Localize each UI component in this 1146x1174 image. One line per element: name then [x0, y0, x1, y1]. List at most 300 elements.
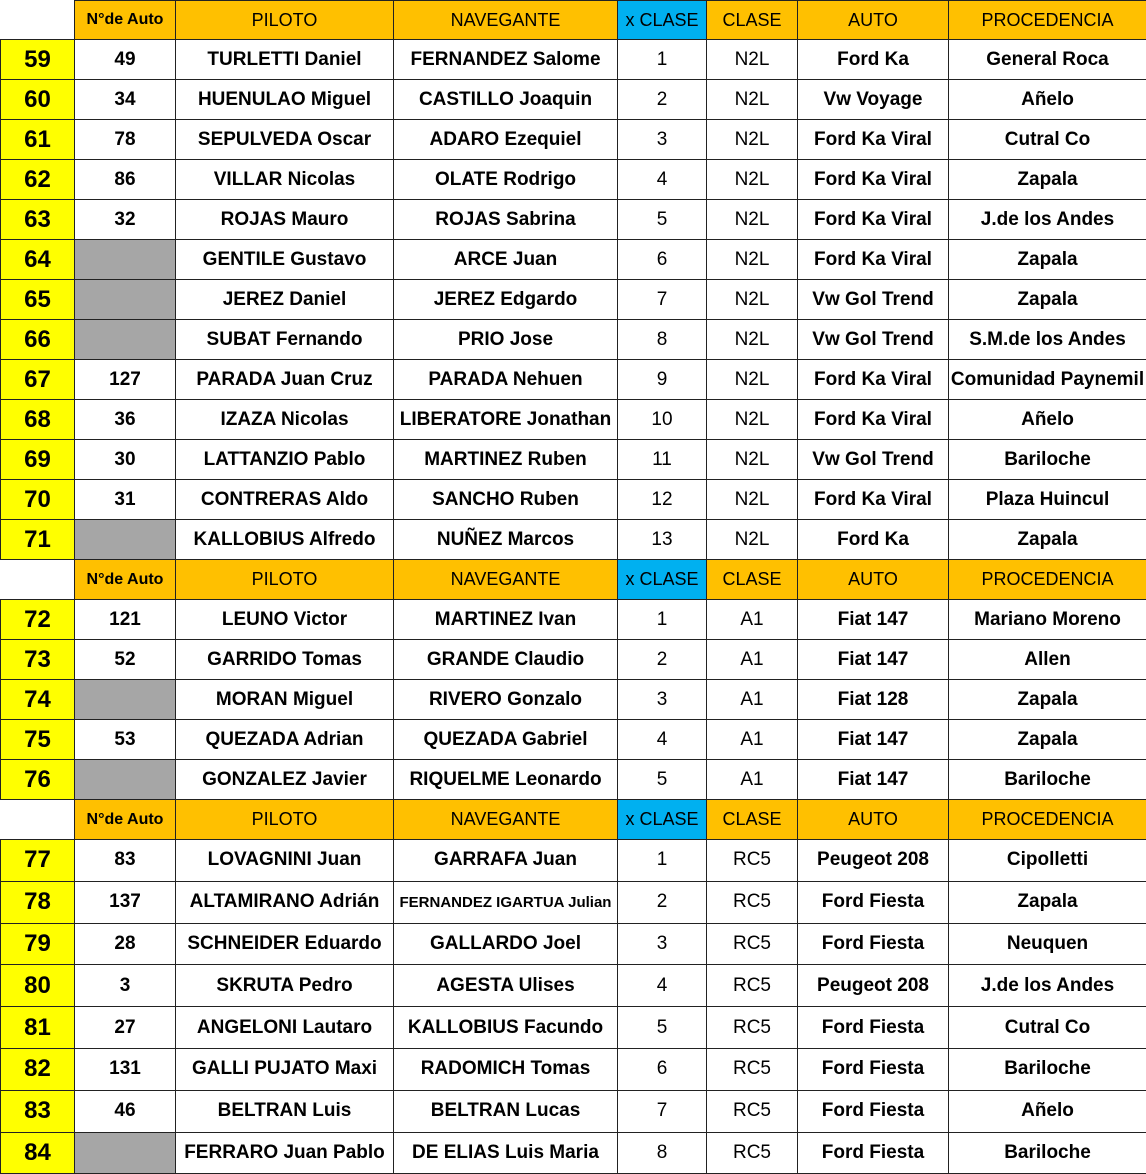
auto-model-cell: Ford Ka Viral: [798, 400, 949, 440]
row-number: 81: [1, 1007, 75, 1049]
header-procedencia: PROCEDENCIA: [949, 1, 1146, 40]
piloto-cell: [176, 881, 394, 923]
navegante-first-name: Ivan: [538, 608, 577, 630]
navegante-surname: AGESTA: [436, 974, 514, 996]
piloto-first-name: Juan: [317, 849, 362, 871]
auto-number-cell: [75, 280, 176, 320]
clase-cell: N2L: [707, 400, 798, 440]
auto-number-cell: 49: [75, 40, 176, 80]
header-procedencia: PROCEDENCIA: [949, 560, 1146, 600]
navegante-first-name: Leonardo: [515, 768, 602, 790]
navegante-surname: GARRAFA: [434, 849, 528, 871]
piloto-cell: [176, 280, 394, 320]
navegante-surname: BELTRAN: [430, 1100, 521, 1122]
auto-model-cell: Ford Fiesta: [798, 881, 949, 923]
table-row: [1, 440, 1146, 480]
piloto-surname: CONTRERAS: [200, 488, 322, 510]
row-number: 59: [1, 40, 75, 80]
navegante-cell: [394, 400, 618, 440]
navegante-surname: KALLOBIUS: [407, 1016, 519, 1038]
piloto-cell: [176, 440, 394, 480]
navegante-cell: [394, 680, 618, 720]
navegante-first-name: Luis Maria: [504, 1141, 599, 1163]
table-row: [1, 1090, 1146, 1132]
navegante-cell: [394, 40, 618, 80]
table-row: [1, 80, 1146, 120]
piloto-surname: JEREZ: [222, 288, 284, 310]
header-procedencia: PROCEDENCIA: [949, 800, 1146, 840]
table-row: [1, 1132, 1146, 1174]
table-row: [1, 720, 1146, 760]
navegante-surname: OLATE: [434, 168, 498, 190]
header-piloto: PILOTO: [176, 1, 394, 40]
navegante-surname: NUÑEZ: [436, 528, 503, 550]
piloto-cell: [176, 1090, 394, 1132]
header-auto: AUTO: [798, 1, 949, 40]
piloto-surname: SKRUTA: [216, 974, 294, 996]
auto-number-cell: 137: [75, 881, 176, 923]
x-clase-cell: 5: [618, 760, 707, 800]
row-number: 69: [1, 440, 75, 480]
navegante-cell: [394, 760, 618, 800]
clase-cell: N2L: [707, 80, 798, 120]
header-x-clase: x CLASE: [618, 1, 707, 40]
piloto-first-name: Eduardo: [304, 932, 382, 954]
piloto-surname: GARRIDO: [207, 648, 297, 670]
clase-cell: N2L: [707, 520, 798, 560]
auto-number-cell: 127: [75, 360, 176, 400]
piloto-first-name: Juan Pablo: [283, 1141, 385, 1163]
header-blank-cell: [1, 800, 75, 840]
row-number: 64: [1, 240, 75, 280]
x-clase-cell: 5: [618, 1007, 707, 1049]
auto-model-cell: Vw Gol Trend: [798, 280, 949, 320]
piloto-surname: ROJAS: [220, 208, 287, 230]
piloto-first-name: Adrian: [303, 728, 364, 750]
piloto-first-name: Miguel: [310, 88, 372, 110]
auto-model-cell: Ford Fiesta: [798, 1007, 949, 1049]
navegante-first-name: Jose: [509, 328, 554, 350]
header-x-clase: x CLASE: [618, 560, 707, 600]
piloto-cell: [176, 1007, 394, 1049]
procedencia-cell: J.de los Andes: [949, 200, 1146, 240]
table-row: [1, 840, 1146, 882]
navegante-surname: SANCHO: [432, 488, 515, 510]
piloto-cell: [176, 1048, 394, 1090]
table-row: [1, 320, 1146, 360]
row-number: 80: [1, 965, 75, 1007]
x-clase-cell: 4: [618, 965, 707, 1007]
navegante-surname: MARTINEZ: [434, 608, 533, 630]
x-clase-cell: 1: [618, 40, 707, 80]
row-number: 62: [1, 160, 75, 200]
piloto-surname: SUBAT: [206, 328, 271, 350]
header-blank-cell: [1, 560, 75, 600]
auto-number-cell: 53: [75, 720, 176, 760]
auto-number-cell: [75, 520, 176, 560]
navegante-surname: GRANDE: [426, 648, 510, 670]
procedencia-cell: General Roca: [949, 40, 1146, 80]
piloto-surname: ANGELONI: [196, 1016, 298, 1038]
piloto-surname: SEPULVEDA: [197, 128, 312, 150]
navegante-surname: PRIO: [457, 328, 505, 350]
row-number: 74: [1, 680, 75, 720]
auto-model-cell: Ford Ka Viral: [798, 360, 949, 400]
piloto-first-name: Oscar: [317, 128, 372, 150]
piloto-cell: [176, 600, 394, 640]
results-table-body: [1, 1, 1146, 1174]
auto-model-cell: Fiat 128: [798, 680, 949, 720]
clase-cell: N2L: [707, 440, 798, 480]
row-number: 65: [1, 280, 75, 320]
piloto-surname: GALLI PUJATO: [191, 1058, 330, 1080]
procedencia-cell: Zapala: [949, 881, 1146, 923]
table-row: [1, 160, 1146, 200]
navegante-cell: [394, 923, 618, 965]
procedencia-cell: Cipolletti: [949, 840, 1146, 882]
navegante-cell: [394, 320, 618, 360]
piloto-first-name: Lautaro: [302, 1016, 373, 1038]
piloto-surname: QUEZADA: [205, 728, 299, 750]
procedencia-cell: Bariloche: [949, 760, 1146, 800]
header-blank-cell: [1, 1, 75, 40]
piloto-cell: [176, 200, 394, 240]
piloto-cell: [176, 400, 394, 440]
auto-model-cell: Vw Gol Trend: [798, 320, 949, 360]
table-row: [1, 200, 1146, 240]
piloto-cell: [176, 120, 394, 160]
piloto-surname: FERRARO: [184, 1141, 279, 1163]
navegante-cell: [394, 600, 618, 640]
navegante-surname: LIBERATORE: [399, 408, 522, 430]
piloto-surname: BELTRAN: [217, 1100, 307, 1122]
piloto-surname: TURLETTI: [207, 48, 300, 70]
auto-number-cell: 31: [75, 480, 176, 520]
auto-number-cell: 27: [75, 1007, 176, 1049]
x-clase-cell: 6: [618, 240, 707, 280]
piloto-cell: [176, 760, 394, 800]
row-number: 77: [1, 840, 75, 882]
piloto-surname: GENTILE: [202, 248, 286, 270]
navegante-cell: [394, 160, 618, 200]
x-clase-cell: 9: [618, 360, 707, 400]
navegante-first-name: Gabriel: [522, 728, 588, 750]
piloto-cell: [176, 480, 394, 520]
piloto-cell: [176, 160, 394, 200]
table-row: [1, 40, 1146, 80]
piloto-cell: [176, 640, 394, 680]
header-row: [1, 1, 1146, 40]
header-auto: AUTO: [798, 560, 949, 600]
piloto-cell: [176, 840, 394, 882]
row-number: 67: [1, 360, 75, 400]
navegante-surname: DE ELIAS: [412, 1141, 500, 1163]
procedencia-cell: Bariloche: [949, 440, 1146, 480]
navegante-first-name: Rodrigo: [503, 168, 577, 190]
table-row: [1, 400, 1146, 440]
row-number: 68: [1, 400, 75, 440]
auto-number-cell: 131: [75, 1048, 176, 1090]
row-number: 79: [1, 923, 75, 965]
row-number: 70: [1, 480, 75, 520]
x-clase-cell: 2: [618, 640, 707, 680]
row-number: 82: [1, 1048, 75, 1090]
navegante-cell: [394, 120, 618, 160]
procedencia-cell: Zapala: [949, 240, 1146, 280]
procedencia-cell: Zapala: [949, 720, 1146, 760]
piloto-first-name: Maxi: [334, 1058, 378, 1080]
header-row: [1, 560, 1146, 600]
navegante-first-name: Ulises: [518, 974, 575, 996]
piloto-surname: IZAZA: [220, 408, 276, 430]
piloto-surname: PARADA: [196, 368, 276, 390]
x-clase-cell: 3: [618, 680, 707, 720]
header-navegante: NAVEGANTE: [394, 560, 618, 600]
procedencia-cell: Bariloche: [949, 1048, 1146, 1090]
auto-model-cell: Ford Ka Viral: [798, 160, 949, 200]
header-n-auto: N°de Auto: [75, 1, 176, 40]
auto-model-cell: Fiat 147: [798, 600, 949, 640]
procedencia-cell: Zapala: [949, 680, 1146, 720]
clase-cell: N2L: [707, 240, 798, 280]
table-row: [1, 760, 1146, 800]
piloto-surname: VILLAR: [213, 168, 283, 190]
navegante-cell: [394, 640, 618, 680]
table-row: [1, 881, 1146, 923]
auto-model-cell: Fiat 147: [798, 760, 949, 800]
auto-number-cell: [75, 1132, 176, 1174]
navegante-surname: MARTINEZ: [424, 448, 523, 470]
auto-model-cell: Ford Fiesta: [798, 1132, 949, 1174]
piloto-cell: [176, 923, 394, 965]
procedencia-cell: Mariano Moreno: [949, 600, 1146, 640]
navegante-cell: [394, 520, 618, 560]
auto-model-cell: Vw Gol Trend: [798, 440, 949, 480]
piloto-first-name: Mauro: [291, 208, 349, 230]
header-piloto: PILOTO: [176, 800, 394, 840]
auto-number-cell: 78: [75, 120, 176, 160]
x-clase-cell: 5: [618, 200, 707, 240]
x-clase-cell: 7: [618, 280, 707, 320]
piloto-first-name: Juan Cruz: [280, 368, 373, 390]
navegante-cell: [394, 1090, 618, 1132]
table-row: [1, 680, 1146, 720]
navegante-surname: FERNANDEZ IGARTUA: [399, 893, 564, 911]
auto-model-cell: Ford Fiesta: [798, 1090, 949, 1132]
table-row: [1, 280, 1146, 320]
procedencia-cell: Zapala: [949, 160, 1146, 200]
piloto-first-name: Adrián: [319, 891, 380, 913]
auto-model-cell: Ford Ka: [798, 520, 949, 560]
navegante-surname: ADARO: [429, 128, 500, 150]
procedencia-cell: Zapala: [949, 520, 1146, 560]
x-clase-cell: 1: [618, 600, 707, 640]
table-row: [1, 640, 1146, 680]
piloto-surname: GONZALEZ: [202, 768, 307, 790]
navegante-surname: ARCE: [453, 248, 508, 270]
piloto-cell: [176, 320, 394, 360]
row-number: 78: [1, 881, 75, 923]
auto-model-cell: Ford Ka Viral: [798, 200, 949, 240]
piloto-first-name: Aldo: [325, 488, 369, 510]
procedencia-cell: Zapala: [949, 280, 1146, 320]
clase-cell: N2L: [707, 320, 798, 360]
piloto-first-name: Miguel: [292, 688, 354, 710]
auto-model-cell: Ford Ka: [798, 40, 949, 80]
header-clase: CLASE: [707, 800, 798, 840]
x-clase-cell: 3: [618, 120, 707, 160]
navegante-first-name: Tomas: [530, 1058, 591, 1080]
navegante-cell: [394, 881, 618, 923]
piloto-surname: ALTAMIRANO: [189, 891, 315, 913]
navegante-surname: FERNANDEZ: [410, 48, 528, 70]
clase-cell: RC5: [707, 840, 798, 882]
navegante-surname: QUEZADA: [423, 728, 517, 750]
navegante-surname: JEREZ: [433, 288, 495, 310]
navegante-cell: [394, 840, 618, 882]
procedencia-cell: S.M.de los Andes: [949, 320, 1146, 360]
auto-number-cell: [75, 680, 176, 720]
auto-number-cell: 46: [75, 1090, 176, 1132]
clase-cell: N2L: [707, 200, 798, 240]
procedencia-cell: Añelo: [949, 1090, 1146, 1132]
procedencia-cell: Neuquen: [949, 923, 1146, 965]
procedencia-cell: J.de los Andes: [949, 965, 1146, 1007]
navegante-first-name: Joaquin: [519, 88, 593, 110]
navegante-cell: [394, 280, 618, 320]
auto-number-cell: 121: [75, 600, 176, 640]
x-clase-cell: 6: [618, 1048, 707, 1090]
navegante-first-name: Ruben: [519, 488, 579, 510]
piloto-first-name: Pedro: [298, 974, 353, 996]
auto-model-cell: Ford Ka Viral: [798, 120, 949, 160]
row-number: 83: [1, 1090, 75, 1132]
navegante-first-name: Claudio: [514, 648, 585, 670]
clase-cell: A1: [707, 720, 798, 760]
header-n-auto: N°de Auto: [75, 800, 176, 840]
piloto-cell: [176, 360, 394, 400]
header-clase: CLASE: [707, 1, 798, 40]
clase-cell: N2L: [707, 160, 798, 200]
procedencia-cell: Plaza Huincul: [949, 480, 1146, 520]
auto-model-cell: Fiat 147: [798, 720, 949, 760]
piloto-cell: [176, 520, 394, 560]
row-number: 75: [1, 720, 75, 760]
row-number: 63: [1, 200, 75, 240]
navegante-first-name: Gonzalo: [507, 688, 583, 710]
navegante-cell: [394, 200, 618, 240]
header-n-auto: N°de Auto: [75, 560, 176, 600]
clase-cell: RC5: [707, 1048, 798, 1090]
clase-cell: A1: [707, 680, 798, 720]
x-clase-cell: 1: [618, 840, 707, 882]
navegante-cell: [394, 1132, 618, 1174]
auto-number-cell: [75, 320, 176, 360]
piloto-first-name: Victor: [293, 608, 348, 630]
procedencia-cell: Allen: [949, 640, 1146, 680]
navegante-first-name: Joel: [542, 932, 581, 954]
piloto-surname: LEUNO: [221, 608, 289, 630]
clase-cell: N2L: [707, 280, 798, 320]
piloto-first-name: Gustavo: [290, 248, 367, 270]
auto-number-cell: 36: [75, 400, 176, 440]
row-number: 61: [1, 120, 75, 160]
navegante-first-name: Jonathan: [526, 408, 612, 430]
x-clase-cell: 10: [618, 400, 707, 440]
x-clase-cell: 13: [618, 520, 707, 560]
header-navegante: NAVEGANTE: [394, 800, 618, 840]
auto-number-cell: 86: [75, 160, 176, 200]
row-number: 72: [1, 600, 75, 640]
navegante-first-name: Facundo: [523, 1016, 604, 1038]
navegante-cell: [394, 440, 618, 480]
auto-model-cell: Peugeot 208: [798, 965, 949, 1007]
auto-number-cell: 3: [75, 965, 176, 1007]
piloto-surname: MORAN: [215, 688, 288, 710]
navegante-first-name: Marcos: [507, 528, 575, 550]
navegante-cell: [394, 360, 618, 400]
clase-cell: A1: [707, 600, 798, 640]
x-clase-cell: 8: [618, 320, 707, 360]
header-auto: AUTO: [798, 800, 949, 840]
row-number: 71: [1, 520, 75, 560]
table-row: [1, 923, 1146, 965]
procedencia-cell: Cutral Co: [949, 120, 1146, 160]
navegante-surname: ROJAS: [435, 208, 501, 230]
navegante-surname: RADOMICH: [420, 1058, 526, 1080]
navegante-cell: [394, 480, 618, 520]
procedencia-cell: Bariloche: [949, 1132, 1146, 1174]
header-x-clase: x CLASE: [618, 800, 707, 840]
table-row: [1, 600, 1146, 640]
auto-number-cell: [75, 760, 176, 800]
procedencia-cell: Comunidad Paynemil: [949, 360, 1146, 400]
x-clase-cell: 7: [618, 1090, 707, 1132]
navegante-first-name: Edgardo: [500, 288, 578, 310]
row-number: 66: [1, 320, 75, 360]
navegante-first-name: Ruben: [527, 448, 587, 470]
auto-model-cell: Vw Voyage: [798, 80, 949, 120]
piloto-cell: [176, 965, 394, 1007]
piloto-surname: SCHNEIDER: [187, 932, 300, 954]
piloto-first-name: Nicolas: [280, 408, 349, 430]
clase-cell: N2L: [707, 120, 798, 160]
x-clase-cell: 2: [618, 80, 707, 120]
auto-number-cell: 52: [75, 640, 176, 680]
navegante-first-name: Lucas: [525, 1100, 581, 1122]
table-row: [1, 1048, 1146, 1090]
piloto-first-name: Javier: [311, 768, 367, 790]
navegante-cell: [394, 720, 618, 760]
piloto-first-name: Luis: [312, 1100, 352, 1122]
auto-model-cell: Ford Ka Viral: [798, 480, 949, 520]
navegante-first-name: Juan: [512, 248, 558, 270]
piloto-surname: HUENULAO: [197, 88, 306, 110]
piloto-cell: [176, 240, 394, 280]
clase-cell: RC5: [707, 1007, 798, 1049]
procedencia-cell: Cutral Co: [949, 1007, 1146, 1049]
table-row: [1, 1007, 1146, 1049]
navegante-cell: [394, 1007, 618, 1049]
navegante-cell: [394, 240, 618, 280]
x-clase-cell: 12: [618, 480, 707, 520]
auto-number-cell: 28: [75, 923, 176, 965]
header-row: [1, 800, 1146, 840]
x-clase-cell: 8: [618, 1132, 707, 1174]
header-navegante: NAVEGANTE: [394, 1, 618, 40]
x-clase-cell: 4: [618, 720, 707, 760]
row-number: 76: [1, 760, 75, 800]
